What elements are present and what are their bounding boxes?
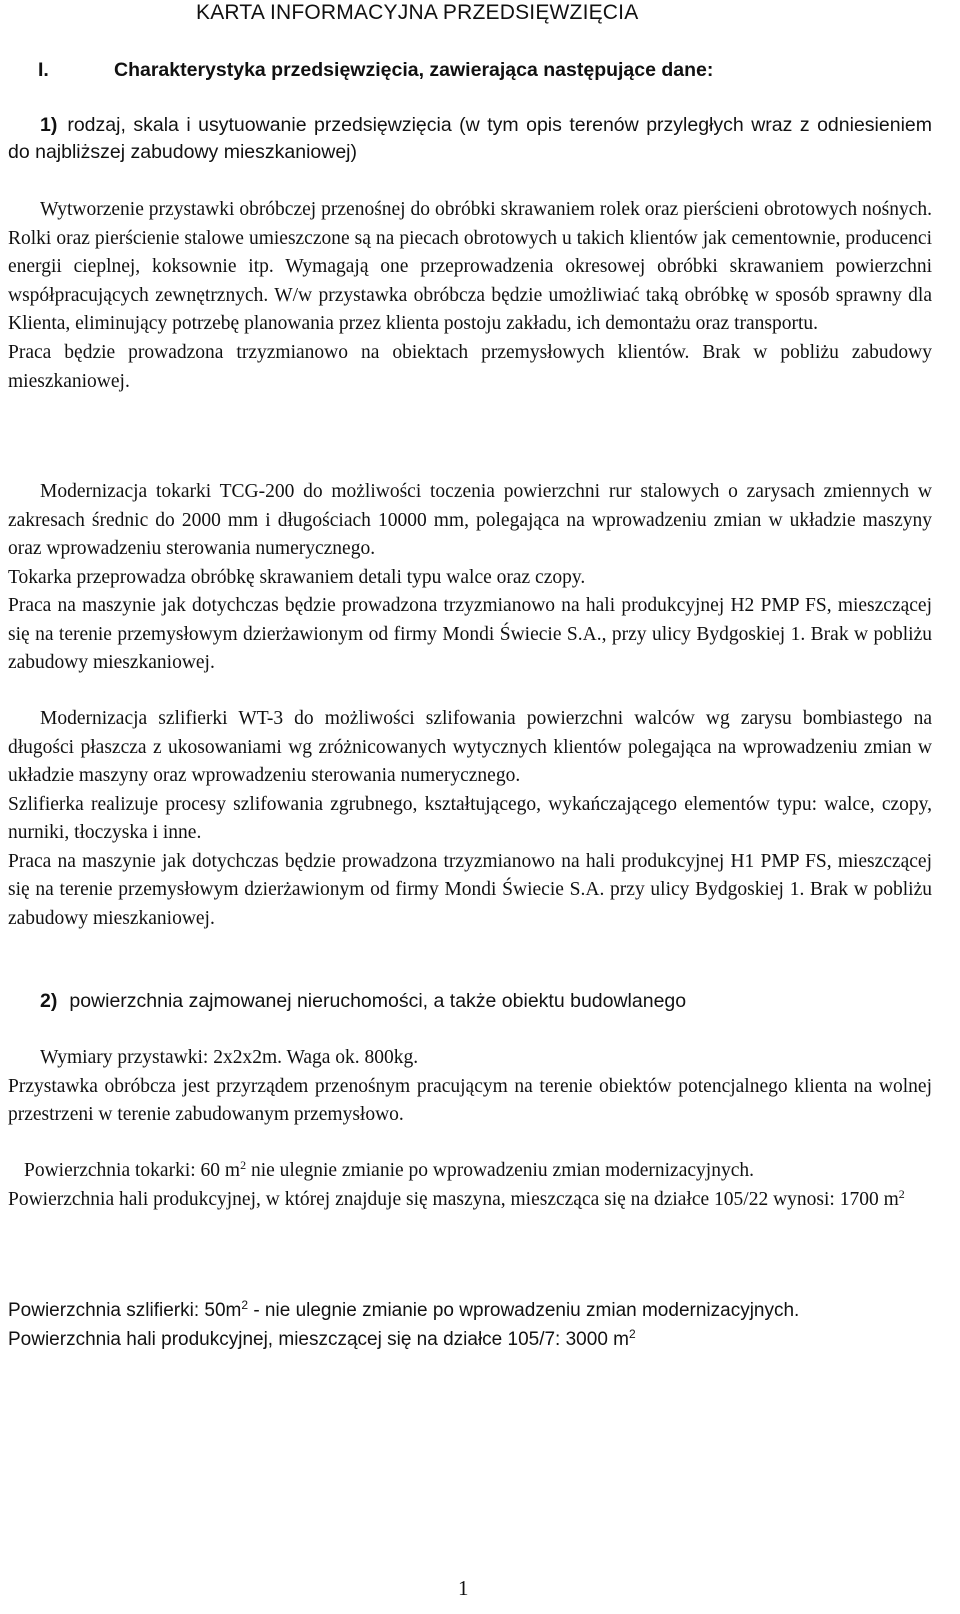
lathe-area-superscript: 2 [240, 1158, 247, 1172]
grinder-hall-area-paragraph [8, 1326, 932, 1355]
grinder-function-paragraph: Szlifierka realizuje procesy szlifowania zgrubnego, kształtującego, wykańczającego elementów typu: walce, czopy, nurniki, tłoczyska i inne. [8, 793, 932, 843]
lathe-area-text: Powierzchnia tokarki: 60 m [24, 1160, 241, 1181]
item-2-text: powierzchnia zajmowanej nieruchomości, a także obiektu budowlanego [69, 990, 687, 1012]
section-number: I. [38, 59, 49, 81]
attachment-work-paragraph: Praca będzie prowadzona trzyzmianowo na obiektach przemysłowych klientów. Brak w pobliżu zabudowy mieszkaniowej. [8, 341, 932, 392]
dimensions-description [8, 1044, 932, 1130]
section-heading [38, 57, 938, 83]
grinder-area-text: Powierzchnia szlifierki: 50m [8, 1300, 242, 1321]
lathe-work-paragraph: Praca na maszynie jak dotychczas będzie prowadzona trzyzmianowo na hali produkcyjnej H2 PMP FS, mieszczącej się na terenie przemysłowym dzierżawionym od firmy Mondi Świecie S.A., przy ulicy Bydgoskiej 1. Brak w pobliżu zabudowy mieszkaniowej. [8, 595, 932, 673]
attachment-paragraph: Wytworzenie przystawki obróbczej przenośnej do obróbki skrawaniem rolek oraz pierścieni obrotowych nośnych. Rolki oraz pierścienie stalowe umieszczone są na piecach obrotowych u takich klientów jak cementownie, producenci energii cieplnej, koksownie itp. Wymagają one przeprowadzenia okresowej obróbki skrawaniem powierzchni współpracujących zewnętrznych. W/w przystawka obróbcza będzie umożliwiać taką obróbkę w sposób sprawny dla Klienta, eliminujący potrzebę planowania przez klienta postoju zakładu, ich demontażu oraz transportu. [8, 199, 932, 335]
dimensions-paragraph: Wymiary przystawki: 2x2x2m. Waga ok. 800kg. [40, 1047, 419, 1068]
item-1-number: 1) [40, 114, 58, 136]
lathe-hall-area-superscript: 2 [898, 1186, 905, 1201]
grinder-modernization-paragraph: Modernizacja szlifierki WT-3 do możliwości szlifowania powierzchni walców wg zarysu bombiastego na długości płaszcza z ukosowaniami wg zróżnicowanych wytycznych klientów polegająca na wprowadzeniu zmian w układzie maszyny oraz wprowadzeniu sterowania numerycznego. [8, 708, 932, 786]
attachment-usage-paragraph: Przystawka obróbcza jest przyrządem przenośnym pracującym na terenie obiektów potencjalnego klienta na wolnej przestrzeni w terenie zabudowanym przemysłowo. [8, 1075, 932, 1125]
item-1 [8, 112, 932, 166]
grinder-area-description [8, 1297, 932, 1354]
grinder-hall-area-text: Powierzchnia hali produkcyjnej, mieszczącej się na działce 105/7: 3000 m [8, 1328, 629, 1350]
lathe-hall-area-paragraph [8, 1186, 932, 1215]
page-number: 1 [458, 1576, 469, 1600]
lathe-area-text-end: nie ulegnie zmianie po wprowadzeniu zmian modernizacyjnych. [246, 1160, 754, 1181]
lathe-description [8, 478, 932, 678]
item-1-text: rodzaj, skala i usytuowanie przedsięwzięcia (w tym opis terenów przyległych wraz z odniesieniem do najbliższej zabudowy mieszkaniowej) [8, 114, 932, 163]
section-heading-text: Charakterystyka przedsięwzięcia, zawierająca następujące dane: [114, 59, 714, 81]
item-2-number: 2) [40, 990, 58, 1012]
lathe-modernization-paragraph: Modernizacja tokarki TCG-200 do możliwości toczenia powierzchni rur stalowych o zarysach zmiennych w zakresach średnic do 2000 mm i długościach 10000 mm, polegająca na wprowadzeniu zmian w układzie maszyny oraz wprowadzeniu sterowania numerycznego. [8, 481, 932, 559]
grinder-hall-area-superscript: 2 [629, 1326, 636, 1341]
grinder-work-paragraph: Praca na maszynie jak dotychczas będzie prowadzona trzyzmianowo na hali produkcyjnej H1 PMP FS, mieszczącej się na terenie przemysłowym dzierżawionym od firmy Mondi Świecie S.A. przy ulicy Bydgoskiej 1. Brak w pobliżu zabudowy mieszkaniowej. [8, 850, 932, 929]
grinder-description [8, 705, 932, 933]
document-title: KARTA INFORMACYJNA PRZEDSIĘWZIĘCIA [196, 1, 639, 24]
attachment-description [8, 196, 932, 396]
lathe-area-description [8, 1157, 932, 1214]
grinder-area-paragraph [8, 1297, 932, 1326]
item-2 [40, 987, 940, 1015]
lathe-function-paragraph: Tokarka przeprowadza obróbkę skrawaniem detali typu walce oraz czopy. [8, 566, 586, 588]
lathe-hall-area-text: Powierzchnia hali produkcyjnej, w której znajduje się maszyna, mieszcząca się na działce 105/22 wynosi: 1700 m [8, 1188, 899, 1210]
grinder-area-superscript: 2 [241, 1298, 249, 1312]
lathe-area-paragraph [8, 1157, 932, 1186]
grinder-area-text-end: - nie ulegnie zmianie po wprowadzeniu zmian modernizacyjnych. [248, 1300, 800, 1321]
